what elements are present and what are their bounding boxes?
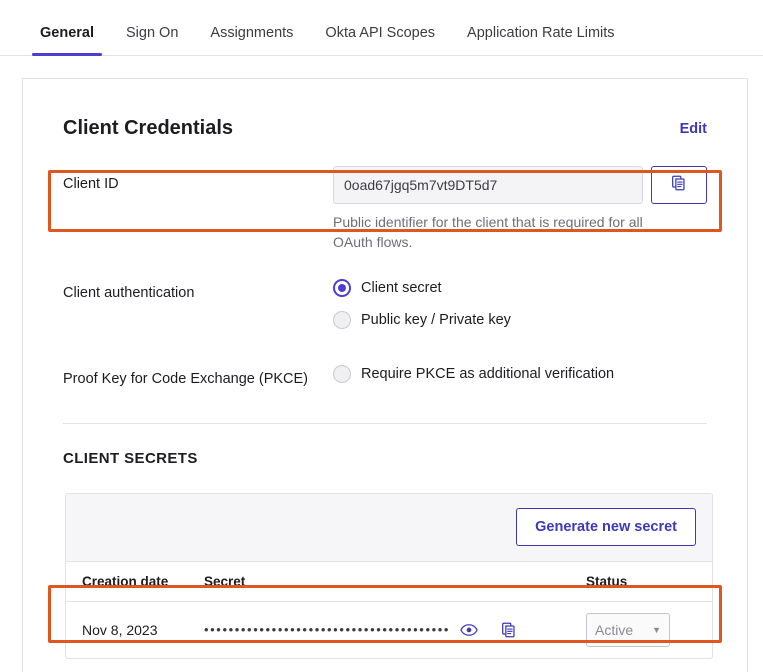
status-badge: Active xyxy=(595,621,634,638)
pkce-label: Proof Key for Code Exchange (PKCE) xyxy=(63,370,309,387)
client-id-row xyxy=(63,166,707,253)
radio-option-public-private-key[interactable] xyxy=(333,307,707,333)
radio-option-client-secret[interactable] xyxy=(333,275,707,301)
cell-creation-date: Nov 8, 2023 xyxy=(82,621,158,638)
edit-link[interactable]: Edit xyxy=(679,120,707,137)
pkce-row xyxy=(63,361,707,393)
copy-client-id-button[interactable] xyxy=(651,166,707,204)
cell-secret-masked: •••••••••••••••••••••••••••••••••••••••• xyxy=(204,622,451,638)
radio-label-client-secret: Client secret xyxy=(361,279,442,296)
checkbox-label-require-pkce: Require PKCE as additional verification xyxy=(361,365,615,382)
copy-secret-icon[interactable] xyxy=(500,621,518,639)
tab-okta-api-scopes[interactable]: Okta API Scopes xyxy=(325,25,436,41)
client-id-input[interactable] xyxy=(333,166,643,204)
column-header-status: Status xyxy=(586,573,628,589)
client-credentials-card xyxy=(22,78,748,672)
client-id-label: Client ID xyxy=(63,176,119,192)
client-id-helper-text: Public identifier for the client that is required for all OAuth flows. xyxy=(333,214,643,251)
tab-bar xyxy=(0,0,763,56)
radio-icon-selected[interactable] xyxy=(333,279,351,297)
client-authentication-row xyxy=(63,275,707,339)
client-secrets-title: CLIENT SECRETS xyxy=(63,449,198,467)
tab-general[interactable]: General xyxy=(24,25,110,55)
client-authentication-label: Client authentication xyxy=(63,284,195,301)
copy-icon xyxy=(670,174,688,197)
radio-label-public-private-key: Public key / Private key xyxy=(361,311,511,328)
client-secrets-toolbar xyxy=(66,494,712,562)
column-header-creation-date: Creation date xyxy=(82,573,169,589)
eye-icon[interactable] xyxy=(460,623,478,637)
page-title: Client Credentials xyxy=(63,117,234,139)
checkbox-icon-pkce[interactable] xyxy=(333,365,351,383)
section-divider xyxy=(63,423,707,424)
tab-assignments[interactable]: Assignments xyxy=(210,25,294,41)
chevron-down-icon: ▼ xyxy=(652,624,661,635)
column-header-secret: Secret xyxy=(204,573,246,589)
tab-application-rate-limits[interactable]: Application Rate Limits xyxy=(467,25,615,41)
tab-sign-on[interactable]: Sign On xyxy=(126,25,179,41)
section-header xyxy=(63,117,707,140)
table-header-row xyxy=(66,562,712,602)
table-row xyxy=(66,602,712,658)
radio-icon-unselected[interactable] xyxy=(333,311,351,329)
generate-new-secret-button[interactable]: Generate new secret xyxy=(516,508,696,546)
client-secrets-table xyxy=(65,493,713,659)
checkbox-option-require-pkce[interactable] xyxy=(333,361,707,387)
status-dropdown[interactable] xyxy=(586,613,670,647)
